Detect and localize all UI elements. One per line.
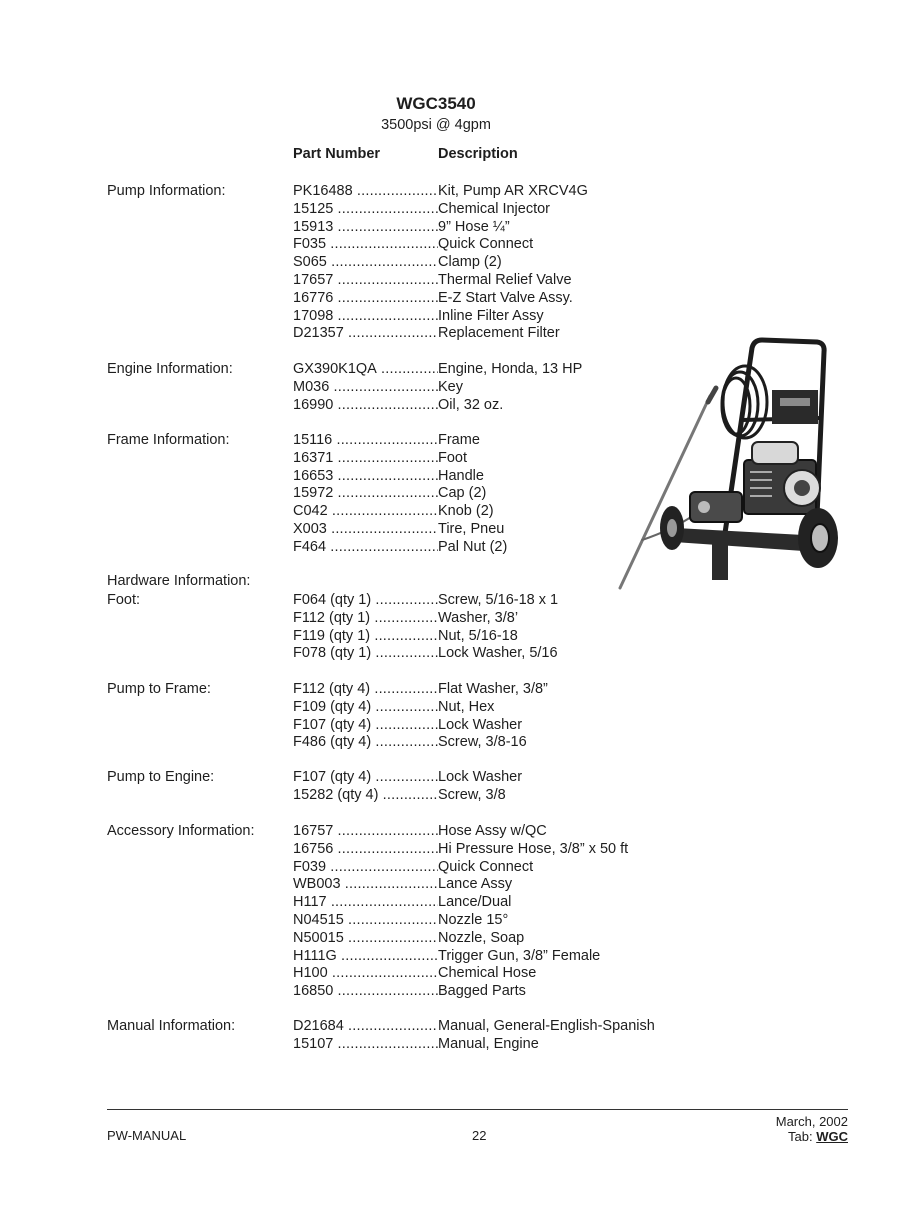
part-number: 15107 ..... xyxy=(293,1035,438,1053)
part-description: Chemical Hose xyxy=(438,965,537,982)
part-description: Engine, Honda, 13 HP xyxy=(438,361,583,377)
part-description: Flat Washer, 3/8” xyxy=(438,681,548,697)
part-number: 15116 ..... xyxy=(293,431,438,449)
section-label: Pump to Engine: xyxy=(107,769,215,785)
part-description: Lance/Dual xyxy=(438,894,512,911)
part-description: Tire, Pneu xyxy=(438,521,505,537)
part-row xyxy=(0,947,906,965)
part-number: F064 (qty 1) ..... xyxy=(293,591,438,609)
part-number: F109 (qty 4) ..... xyxy=(293,698,438,716)
part-number: M036 ..... xyxy=(293,378,438,396)
part-row xyxy=(0,644,906,662)
part-row xyxy=(0,733,906,751)
part-description: Lock Washer xyxy=(438,769,523,785)
part-description: Nut, Hex xyxy=(438,698,495,715)
part-description: Kit, Pump AR XRCV4G xyxy=(438,183,588,199)
part-row xyxy=(0,200,906,218)
column-header-description: Description xyxy=(438,146,518,162)
part-row xyxy=(0,627,906,645)
part-description: Nozzle, Soap xyxy=(438,929,525,946)
part-description: Oil, 32 oz. xyxy=(438,396,504,413)
part-number: 15282 (qty 4) ..... xyxy=(293,786,438,804)
part-description: Hi Pressure Hose, 3/8” x 50 ft xyxy=(438,840,629,857)
part-description: Clamp (2) xyxy=(438,254,502,271)
page-number: 22 xyxy=(472,1128,487,1143)
footer-tab-label: Tab: xyxy=(788,1129,813,1144)
part-description: Handle xyxy=(438,467,484,484)
part-number: 16757 ..... xyxy=(293,822,438,840)
part-number: 15972 ..... xyxy=(293,484,438,502)
part-number: N04515 ..... xyxy=(293,911,438,929)
part-description: Washer, 3/8’ xyxy=(438,609,519,626)
part-description: Knob (2) xyxy=(438,503,494,520)
part-number: GX390K1QA ..... xyxy=(293,360,438,378)
page-title: WGC3540 xyxy=(396,94,476,113)
part-description: Cap (2) xyxy=(438,485,487,502)
part-description: Lance Assy xyxy=(438,876,513,893)
part-number: F112 (qty 1) ..... xyxy=(293,609,438,627)
part-number: 15913 ..... xyxy=(293,218,438,236)
part-description: Foot xyxy=(438,449,468,466)
part-row xyxy=(0,768,906,786)
part-number: WB003 ..... xyxy=(293,875,438,893)
part-description: Quick Connect xyxy=(438,858,534,875)
part-row xyxy=(0,271,906,289)
part-row xyxy=(0,929,906,947)
part-number: F035 ..... xyxy=(293,235,438,253)
part-number: F464 ..... xyxy=(293,538,438,556)
part-number: N50015 ..... xyxy=(293,929,438,947)
part-number: F039 ..... xyxy=(293,858,438,876)
part-row xyxy=(0,858,906,876)
part-number: F107 (qty 4) ..... xyxy=(293,716,438,734)
part-description: 9” Hose ¼” xyxy=(438,218,510,235)
part-row xyxy=(0,680,906,698)
part-description: Quick Connect xyxy=(438,236,534,253)
column-header-part-number: Part Number xyxy=(293,146,381,162)
section-label: Engine Information: xyxy=(107,361,233,377)
part-number: H100 ..... xyxy=(293,964,438,982)
part-row xyxy=(0,289,906,307)
part-row xyxy=(0,698,906,716)
pressure-washer-illustration xyxy=(612,330,844,592)
part-description: Lock Washer, 5/16 xyxy=(438,645,558,662)
part-description: Replacement Filter xyxy=(438,325,560,342)
part-number: PK16488 ..... xyxy=(293,182,438,200)
part-row xyxy=(0,307,906,325)
part-number: X003 ..... xyxy=(293,520,438,538)
part-description: Screw, 3/8-16 xyxy=(438,734,527,751)
section-label: Accessory Information: xyxy=(107,823,255,839)
part-number: F119 (qty 1) ..... xyxy=(293,627,438,645)
part-row xyxy=(0,964,906,982)
part-row xyxy=(0,1035,906,1053)
section-label: Pump Information: xyxy=(107,183,226,199)
part-description: Trigger Gun, 3/8” Female xyxy=(438,947,601,964)
part-description: Hose Assy w/QC xyxy=(438,823,547,839)
part-description: Frame xyxy=(438,432,480,448)
part-description: Nozzle 15° xyxy=(438,912,509,928)
part-row xyxy=(0,253,906,271)
part-row xyxy=(0,591,906,609)
part-description: Manual, General-English-Spanish xyxy=(438,1018,655,1034)
footer-manual-name: PW-MANUAL xyxy=(107,1128,187,1143)
part-number: 16756 ..... xyxy=(293,840,438,858)
part-number: F078 (qty 1) ..... xyxy=(293,644,438,662)
part-number: 16653 ..... xyxy=(293,467,438,485)
part-number: H111G ..... xyxy=(293,947,438,965)
part-row xyxy=(0,235,906,253)
section-label: Pump to Frame: xyxy=(107,681,211,697)
part-description: Nut, 5/16-18 xyxy=(438,627,518,644)
part-row xyxy=(0,893,906,911)
part-number: 16776 ..... xyxy=(293,289,438,307)
part-number: S065 ..... xyxy=(293,253,438,271)
part-number: C042 ..... xyxy=(293,502,438,520)
part-description: E-Z Start Valve Assy. xyxy=(438,289,573,306)
footer-date: March, 2002 xyxy=(775,1114,848,1129)
part-description: Chemical Injector xyxy=(438,200,551,217)
part-number: H117 ..... xyxy=(293,893,438,911)
part-number: F112 (qty 4) ..... xyxy=(293,680,438,698)
part-description: Lock Washer xyxy=(438,716,523,733)
part-row xyxy=(0,218,906,236)
part-description: Screw, 5/16-18 x 1 xyxy=(438,592,559,608)
part-description: Inline Filter Assy xyxy=(438,307,544,324)
page-subtitle: 3500psi @ 4gpm xyxy=(381,117,491,133)
part-number: 16850 ..... xyxy=(293,982,438,1000)
part-description: Key xyxy=(438,378,463,395)
part-number: 17098 ..... xyxy=(293,307,438,325)
part-row xyxy=(0,182,906,200)
footer-rule xyxy=(107,1109,848,1110)
section-label: Frame Information: xyxy=(107,432,230,448)
part-number: F486 (qty 4) ..... xyxy=(293,733,438,751)
part-row xyxy=(0,911,906,929)
part-row xyxy=(0,1017,906,1035)
footer-tab-value: WGC xyxy=(816,1129,848,1144)
part-number: 15125 ..... xyxy=(293,200,438,218)
part-number: D21357 ..... xyxy=(293,324,438,342)
part-row xyxy=(0,822,906,840)
part-row xyxy=(0,786,906,804)
part-number: 16990 ..... xyxy=(293,396,438,414)
part-row xyxy=(0,840,906,858)
part-description: Screw, 3/8 xyxy=(438,786,506,803)
part-description: Pal Nut (2) xyxy=(438,538,508,555)
part-number: D21684 ..... xyxy=(293,1017,438,1035)
part-row xyxy=(0,609,906,627)
part-row xyxy=(0,982,906,1000)
hardware-heading: Hardware Information: xyxy=(107,573,251,589)
footer-tab xyxy=(776,1129,848,1144)
footer-date-tab xyxy=(776,1114,848,1144)
part-description: Bagged Parts xyxy=(438,983,526,1000)
part-number: F107 (qty 4) ..... xyxy=(293,768,438,786)
section-label: Manual Information: xyxy=(107,1018,236,1034)
section-label: Foot: xyxy=(107,592,141,608)
part-description: Manual, Engine xyxy=(438,1035,539,1052)
part-row xyxy=(0,716,906,734)
part-row xyxy=(0,875,906,893)
part-number: 16371 ..... xyxy=(293,449,438,467)
part-description: Thermal Relief Valve xyxy=(438,272,572,288)
part-number: 17657 ..... xyxy=(293,271,438,289)
